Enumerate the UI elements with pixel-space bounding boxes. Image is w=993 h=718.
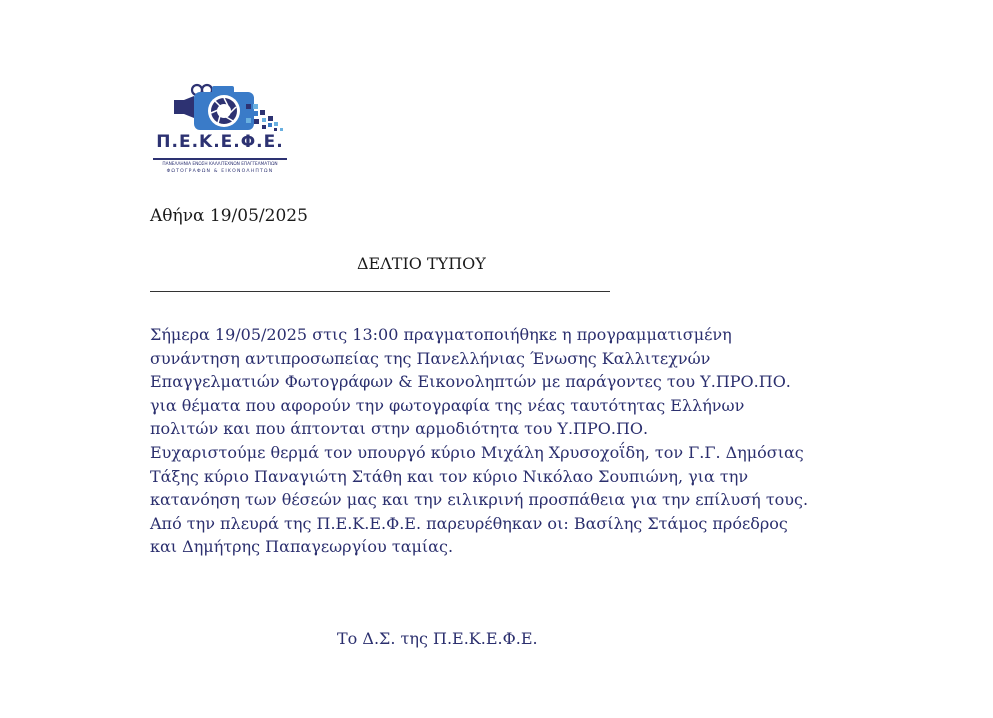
heading-divider <box>150 291 610 292</box>
logo-divider <box>153 158 287 160</box>
body-line: συνάντηση αντιπροσωπείας της Πανελλήνιας Ένωσης Καλλιτεχνών <box>150 348 711 368</box>
body-line: Ευχαριστούμε θερμά τον υπουργό κύριο Μιχάλη Χρυσοχοΐδη, τον Γ.Γ. Δημόσιας <box>150 442 804 462</box>
camera-logo-icon <box>150 78 290 134</box>
body-line: για θέματα που αφορούν την φωτογραφία της νέας ταυτότητας Ελλήνων <box>150 395 745 415</box>
press-release-body <box>150 323 850 559</box>
logo-subtitle-line1: ΠΑΝΕΛΛΗΝΙΑ ΕΝΩΣΗ ΚΑΛΛΙΤΕΧΝΩΝ ΕΠΑΓΓΕΛΜΑΤΙΩΝ <box>162 162 278 167</box>
body-line: Σήμερα 19/05/2025 στις 13:00 πραγματοποιήθηκε η προγραμματισμένη <box>150 325 732 344</box>
body-line: και Δημήτρης Παπαγεωργίου ταμίας. <box>150 537 454 557</box>
body-line: Τάξης κύριο Παναγιώτη Στάθη και τον κύριο Νικόλαο Σουπιώνη, για την <box>150 466 749 486</box>
body-line: Επαγγελματιών Φωτογράφων & Εικονοληπτών με παράγοντες του Υ.ΠΡΟ.ΠΟ. <box>150 372 791 392</box>
signature: Το Δ.Σ. της Π.Ε.Κ.Ε.Φ.Ε. <box>337 629 538 648</box>
document-date: Αθήνα 19/05/2025 <box>150 206 308 226</box>
organization-logo <box>150 78 295 178</box>
logo-title: Π.Ε.Κ.Ε.Φ.Ε. <box>156 132 284 152</box>
document-heading: ΔΕΛΤΙΟ ΤΥΠΟΥ <box>357 254 486 273</box>
body-line: κατανόηση των θέσεών μας και την ειλικρινή προσπάθεια για την επίλυσή τους. <box>150 490 809 510</box>
body-line: πολιτών και που άπτονται στην αρμοδιότητα του Υ.ΠΡΟ.ΠΟ. <box>150 419 649 439</box>
logo-subtitle-line2: ΦΩΤΟΓΡΑΦΩΝ & ΕΙΚΟΝΟΛΗΠΤΩΝ <box>166 169 274 174</box>
body-line: Από την πλευρά της Π.Ε.Κ.Ε.Φ.Ε. παρευρέθηκαν οι: Βασίλης Στάμος πρόεδρος <box>150 513 788 533</box>
